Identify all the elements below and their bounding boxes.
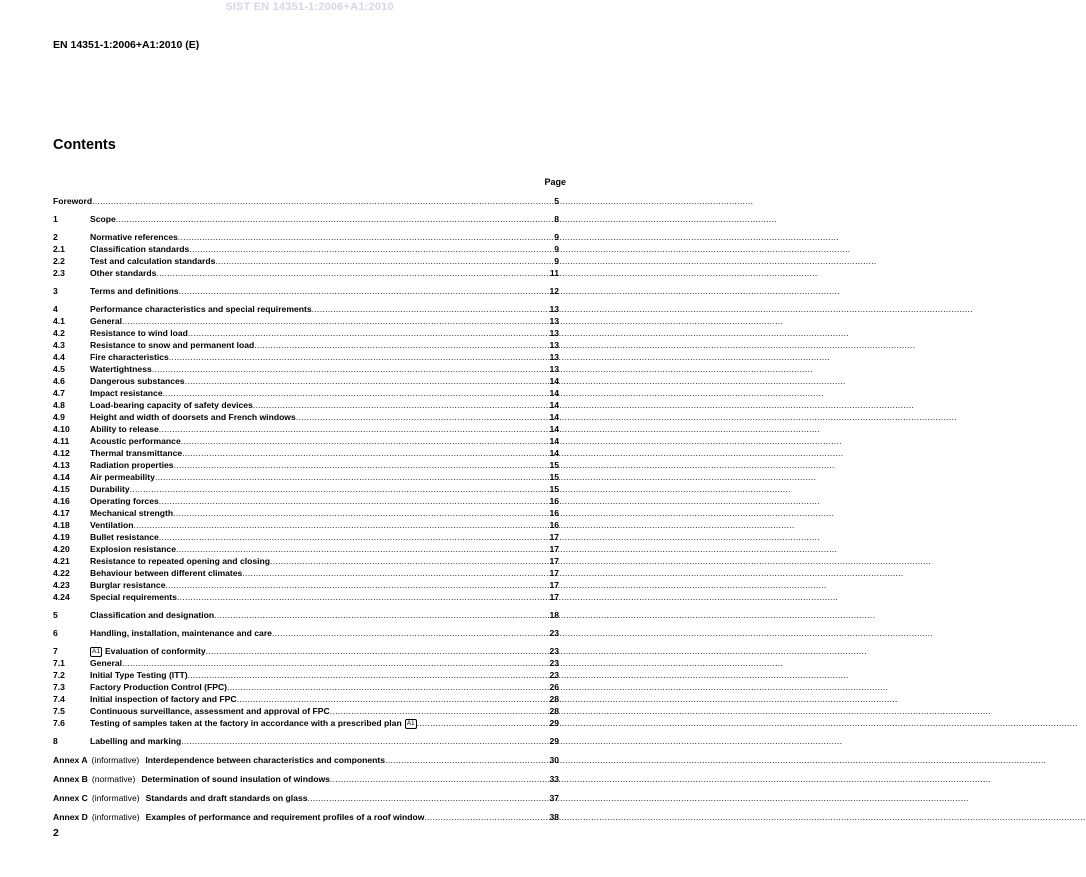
toc-entry[interactable]: 4.8 Load-bearing capacity of safety devices ..... 14 (53, 399, 559, 411)
document-id: EN 14351-1:2006+A1:2010 (E) (53, 39, 200, 51)
toc-entry[interactable]: 4.20 Explosion resistance ..... 17 (53, 543, 559, 555)
toc-entry[interactable]: 4.23 Burglar resistance ..... 17 (53, 579, 559, 591)
table-of-contents (53, 195, 559, 823)
toc-entry[interactable]: 4.1 General ..... 13 (53, 315, 559, 327)
toc-entry[interactable]: 4.6 Dangerous substances ..... 14 (53, 375, 559, 387)
toc-entry[interactable]: 4.2 Resistance to wind load ..... 13 (53, 327, 559, 339)
toc-entry[interactable]: 4.9 Height and width of doorsets and French windows ..... 14 (53, 411, 559, 423)
toc-entry[interactable]: 8 Labelling and marking ..... 29 (53, 735, 559, 747)
toc-entry[interactable]: 5 Classification and designation ..... 18 (53, 609, 559, 621)
toc-entry[interactable]: 4.14 Air permeability ..... 15 (53, 471, 559, 483)
toc-entry-foreword[interactable]: Foreword ..... 5 (53, 195, 559, 207)
toc-annex-entry[interactable]: Annex B (normative) Determination of sound insulation of windows ..... 33 (53, 773, 559, 785)
toc-entry[interactable]: 4.17 Mechanical strength ..... 16 (53, 507, 559, 519)
toc-annex-entry[interactable]: Annex C (informative) Standards and draft standards on glass ..... 37 (53, 792, 559, 804)
toc-entry[interactable]: 2.3 Other standards ..... 11 (53, 267, 559, 279)
toc-entry[interactable]: 4.19 Bullet resistance ..... 17 (53, 531, 559, 543)
toc-annex-entry[interactable]: Annex A (informative) Interdependence between characteristics and components ..... 30 (53, 754, 559, 766)
toc-entry[interactable]: 4 Performance characteristics and special requirements ..... 13 (53, 303, 559, 315)
toc-entry[interactable]: 4.16 Operating forces ..... 16 (53, 495, 559, 507)
toc-entry[interactable]: 7.3 Factory Production Control (FPC) ..... 26 (53, 681, 559, 693)
toc-entry[interactable]: 4.18 Ventilation ..... 16 (53, 519, 559, 531)
toc-entry[interactable]: 4.13 Radiation properties ..... 15 (53, 459, 559, 471)
toc-entry[interactable]: 3 Terms and definitions ..... 12 (53, 285, 559, 297)
toc-entry[interactable]: 6 Handling, installation, maintenance and care ..... 23 (53, 627, 559, 639)
toc-entry[interactable]: 4.4 Fire characteristics ..... 13 (53, 351, 559, 363)
toc-entry[interactable]: 7 A1 Evaluation of conformity ..... 23 (53, 645, 559, 657)
toc-entry[interactable]: 7.6 Testing of samples taken at the factory in accordance with a prescribed plan A1 ..... 29 (53, 717, 559, 729)
toc-entry[interactable]: 4.7 Impact resistance ..... 14 (53, 387, 559, 399)
toc-entry[interactable]: 4.11 Acoustic performance ..... 14 (53, 435, 559, 447)
toc-entry[interactable]: 4.22 Behaviour between different climates ..... 17 (53, 567, 559, 579)
toc-entry[interactable]: 2.1 Classification standards ..... 9 (53, 243, 559, 255)
toc-entry[interactable]: 1 Scope ..... 8 (53, 213, 559, 225)
contents-title: Contents (53, 137, 116, 153)
toc-entry[interactable]: 4.3 Resistance to snow and permanent load ..... 13 (53, 339, 559, 351)
toc-entry[interactable]: 4.21 Resistance to repeated opening and closing ..... 17 (53, 555, 559, 567)
toc-entry[interactable]: 4.15 Durability ..... 15 (53, 483, 559, 495)
toc-annex-entry[interactable]: Annex D (informative) Examples of performance and requirement profiles of a roof window ..... 38 (53, 811, 559, 823)
toc-entry[interactable]: 2.2 Test and calculation standards ..... 9 (53, 255, 559, 267)
toc-entry[interactable]: 2 Normative references ..... 9 (53, 231, 559, 243)
amendment-end-marker: A1 (406, 720, 415, 727)
page-column-header: Page (544, 177, 566, 187)
toc-entry[interactable]: 4.12 Thermal transmittance ..... 14 (53, 447, 559, 459)
toc-entry[interactable]: 7.1 General ..... 23 (53, 657, 559, 669)
toc-entry[interactable]: 7.2 Initial Type Testing (ITT) ..... 23 (53, 669, 559, 681)
toc-entry[interactable]: 7.4 Initial inspection of factory and FPC ..... 28 (53, 693, 559, 705)
toc-entry[interactable]: 7.5 Continuous surveillance, assessment and approval of FPC ..... 28 (53, 705, 559, 717)
amendment-start-marker: A1 (92, 648, 100, 655)
watermark: SIST EN 14351-1:2006+A1:2010 (225, 1, 394, 13)
page-number: 2 (53, 827, 59, 839)
toc-entry[interactable]: 4.5 Watertightness ..... 13 (53, 363, 559, 375)
toc-entry[interactable]: 4.10 Ability to release ..... 14 (53, 423, 559, 435)
toc-entry[interactable]: 4.24 Special requirements ..... 17 (53, 591, 559, 603)
